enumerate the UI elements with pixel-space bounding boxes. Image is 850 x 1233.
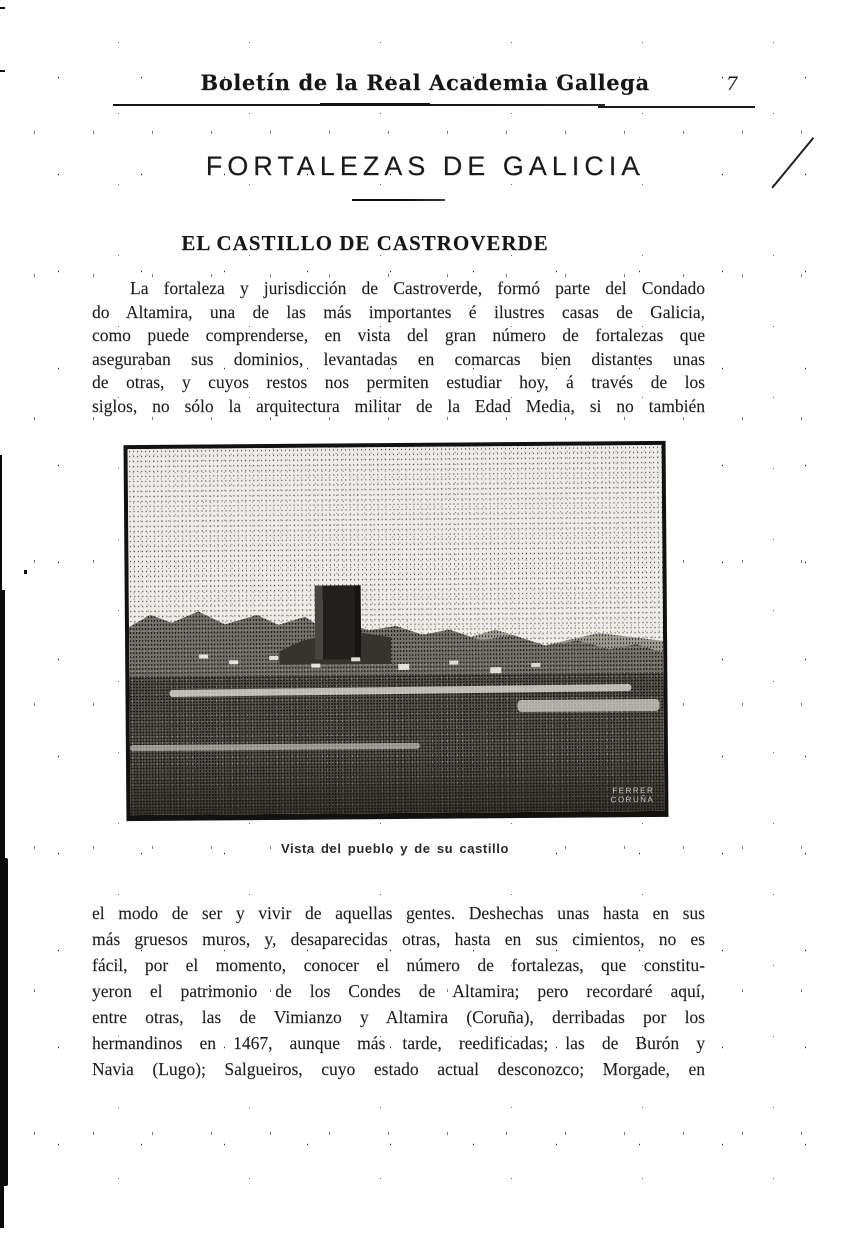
scan-speck (24, 570, 27, 574)
scan-speck (0, 70, 5, 72)
photo-village-houses (199, 654, 208, 658)
paragraph-1 (92, 277, 705, 418)
left-scan-bar-segment (0, 858, 8, 1186)
text-line: como puede comprenderse, en vista del gran número de fortalezas que (92, 325, 705, 345)
article-title: FORTALEZAS DE GALICIA (205, 151, 645, 181)
header-rule-right-segment (598, 106, 755, 108)
text-line: yeron el patrimonio de los Condes de Altamira; pero recordaré aquí, (92, 981, 705, 1001)
paragraph-2 (92, 900, 705, 1082)
text-line: La fortaleza y jurisdicción de Castroverde, formó parte del Condado (130, 278, 705, 298)
castle-photo (124, 441, 669, 821)
figure-caption: Vista del pueblo y de su castillo (280, 841, 510, 856)
text-line: de otras, y cuyos restos nos permiten estudiar hoy, á través de los (92, 372, 705, 392)
text-line: siglos, no sólo la arquitectura militar de la Edad Media, si no también (92, 395, 705, 416)
scan-speck (0, 7, 5, 9)
left-scan-bar-segment (0, 590, 5, 860)
text-line: do Altamira, una de las más importantes é ilustres casas de Galicia, (92, 301, 705, 322)
photo-castle-tower (315, 585, 362, 659)
text-line: hermandinos en 1467, aunque más tarde, reedificadas; las de Burón y (92, 1033, 705, 1053)
journal-title: Boletín de la Real Academia Gallega (200, 70, 650, 95)
header-rule-thick-segment (320, 103, 430, 106)
page-number: 7 (726, 73, 739, 95)
article-subtitle: EL CASTILLO DE CASTROVERDE (181, 231, 549, 255)
title-divider (352, 199, 445, 201)
left-scan-bar-segment (0, 455, 2, 590)
left-scan-bar-segment (0, 1186, 4, 1228)
text-line: más gruesos muros, y, desaparecidas otras, hasta en sus cimientos, no es (92, 929, 705, 949)
text-line: el modo de ser y vivir de aquellas gentes. Deshechas unas hasta en sus (92, 903, 705, 923)
credit-line: CORUÑA (610, 794, 655, 805)
credit-line: FERRER (612, 785, 655, 796)
text-line: aseguraban sus dominios, levantadas en comarcas bien distantes unas (92, 348, 705, 369)
text-line: fácil, por el momento, conocer el número de fortalezas, que constitu- (92, 955, 705, 975)
text-line: Navia (Lugo); Salgueiros, cuyo estado actual desconozco; Morgade, en (92, 1059, 705, 1079)
text-line: entre otras, las de Vimianzo y Altamira (Coruña), derribadas por los (92, 1007, 705, 1027)
photographer-credit (611, 786, 655, 804)
photo-light-patch (518, 699, 660, 712)
